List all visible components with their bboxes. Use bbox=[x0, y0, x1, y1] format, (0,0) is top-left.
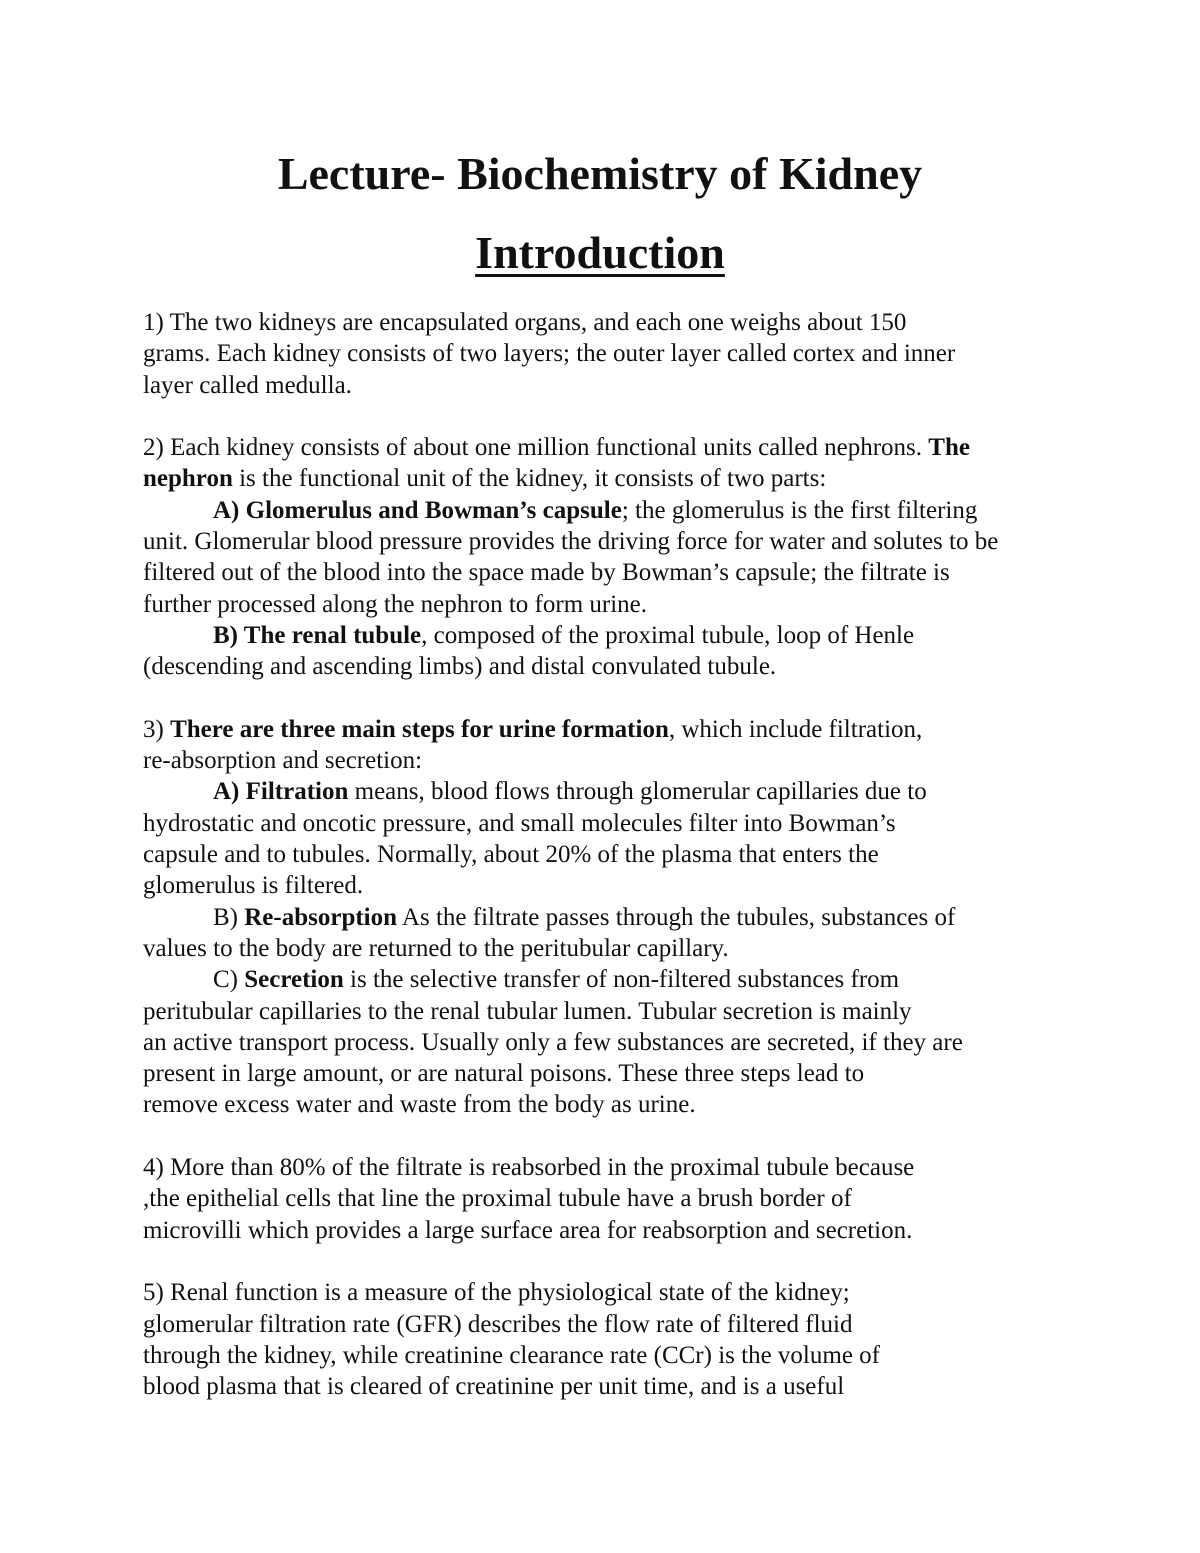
section-heading bbox=[0, 225, 1200, 281]
document-body bbox=[143, 307, 1103, 1434]
text-line: microvilli which provides a large surface area for reabsorption and secretion. bbox=[143, 1216, 913, 1244]
text-line: glomerulus is filtered. bbox=[143, 872, 364, 900]
text-line: further processed along the nephron to form urine. bbox=[143, 590, 648, 618]
bold-run: The bbox=[928, 434, 970, 462]
document-title: Lecture- Biochemistry of Kidney bbox=[277, 148, 923, 199]
text-line bbox=[143, 463, 1103, 494]
text-line: present in large amount, or are natural poisons. These three steps lead to bbox=[143, 1060, 865, 1088]
text-line: grams. Each kidney consists of two layers; the outer layer called cortex and inner bbox=[143, 340, 956, 368]
text-line bbox=[143, 714, 1103, 745]
text-run: 3) bbox=[143, 715, 171, 743]
paragraph-5 bbox=[143, 1277, 1103, 1402]
text-line: peritubular capillaries to the renal tubular lumen. Tubular secretion is mainly bbox=[143, 997, 912, 1025]
text-line: 1) The two kidneys are encapsulated organs, and each one weighs about 150 bbox=[143, 309, 907, 336]
text-line bbox=[143, 776, 1103, 807]
text-run: B) bbox=[213, 903, 245, 931]
bold-run: B) The renal tubule bbox=[213, 621, 422, 649]
text-line: an active transport process. Usually only a few substances are secreted, if they are bbox=[143, 1028, 963, 1056]
text-run: , which include filtration, bbox=[668, 715, 923, 743]
text-line: values to the body are returned to the peritubular capillary. bbox=[143, 934, 729, 962]
text-line: through the kidney, while creatinine clearance rate (CCr) is the volume of bbox=[143, 1341, 880, 1369]
text-line: layer called medulla. bbox=[143, 371, 352, 399]
bold-run: A) Filtration bbox=[213, 778, 349, 806]
bold-run: Re-absorption bbox=[244, 903, 398, 931]
text-line: unit. Glomerular blood pressure provides the driving force for water and solutes to be bbox=[143, 528, 999, 556]
text-run: is the functional unit of the kidney, it consists of two parts: bbox=[232, 465, 827, 493]
paragraph-4 bbox=[143, 1152, 1103, 1246]
text-line bbox=[143, 620, 1103, 651]
paragraph-1 bbox=[143, 307, 1103, 401]
text-line: ,the epithelial cells that line the proximal tubule have a brush border of bbox=[143, 1185, 852, 1213]
text-line: capsule and to tubules. Normally, about 20% of the plasma that enters the bbox=[143, 841, 879, 869]
text-line: 5) Renal function is a measure of the physiological state of the kidney; bbox=[143, 1279, 850, 1307]
text-line bbox=[143, 495, 1103, 526]
text-run: As the filtrate passes through the tubules, substances of bbox=[397, 903, 956, 931]
text-line bbox=[143, 964, 1103, 995]
text-run: ; the glomerulus is the first filtering bbox=[621, 496, 978, 524]
text-run: is the selective transfer of non-filtered substances from bbox=[343, 966, 900, 994]
text-line: blood plasma that is cleared of creatinine per unit time, and is a useful bbox=[143, 1373, 845, 1401]
paragraph-2 bbox=[143, 432, 1103, 682]
paragraph-3 bbox=[143, 714, 1103, 1121]
bold-run: Secretion bbox=[244, 966, 344, 994]
text-line: hydrostatic and oncotic pressure, and small molecules filter into Bowman’s bbox=[143, 809, 896, 837]
text-run: 2) Each kidney consists of about one million functional units called nephrons. bbox=[143, 434, 929, 462]
text-line: 4) More than 80% of the filtrate is reabsorbed in the proximal tubule because bbox=[143, 1154, 915, 1182]
text-run: C) bbox=[213, 966, 245, 994]
bold-run: There are three main steps for urine formation bbox=[170, 715, 669, 743]
text-line: glomerular filtration rate (GFR) describes the flow rate of filtered fluid bbox=[143, 1310, 853, 1338]
text-line: (descending and ascending limbs) and distal convulated tubule. bbox=[143, 653, 777, 681]
text-line bbox=[143, 432, 1103, 463]
text-line: remove excess water and waste from the body as urine. bbox=[143, 1091, 696, 1119]
text-run: means, blood flows through glomerular capillaries due to bbox=[348, 778, 927, 806]
text-line: filtered out of the blood into the space made by Bowman’s capsule; the filtrate is bbox=[143, 559, 950, 587]
text-line bbox=[143, 902, 1103, 933]
bold-run: A) Glomerulus and Bowman’s capsule bbox=[213, 496, 622, 524]
section-heading-text: Introduction bbox=[475, 227, 725, 278]
bold-run: nephron bbox=[143, 465, 233, 493]
text-run: , composed of the proximal tubule, loop of Henle bbox=[421, 621, 915, 649]
text-line: re-absorption and secretion: bbox=[143, 747, 423, 775]
